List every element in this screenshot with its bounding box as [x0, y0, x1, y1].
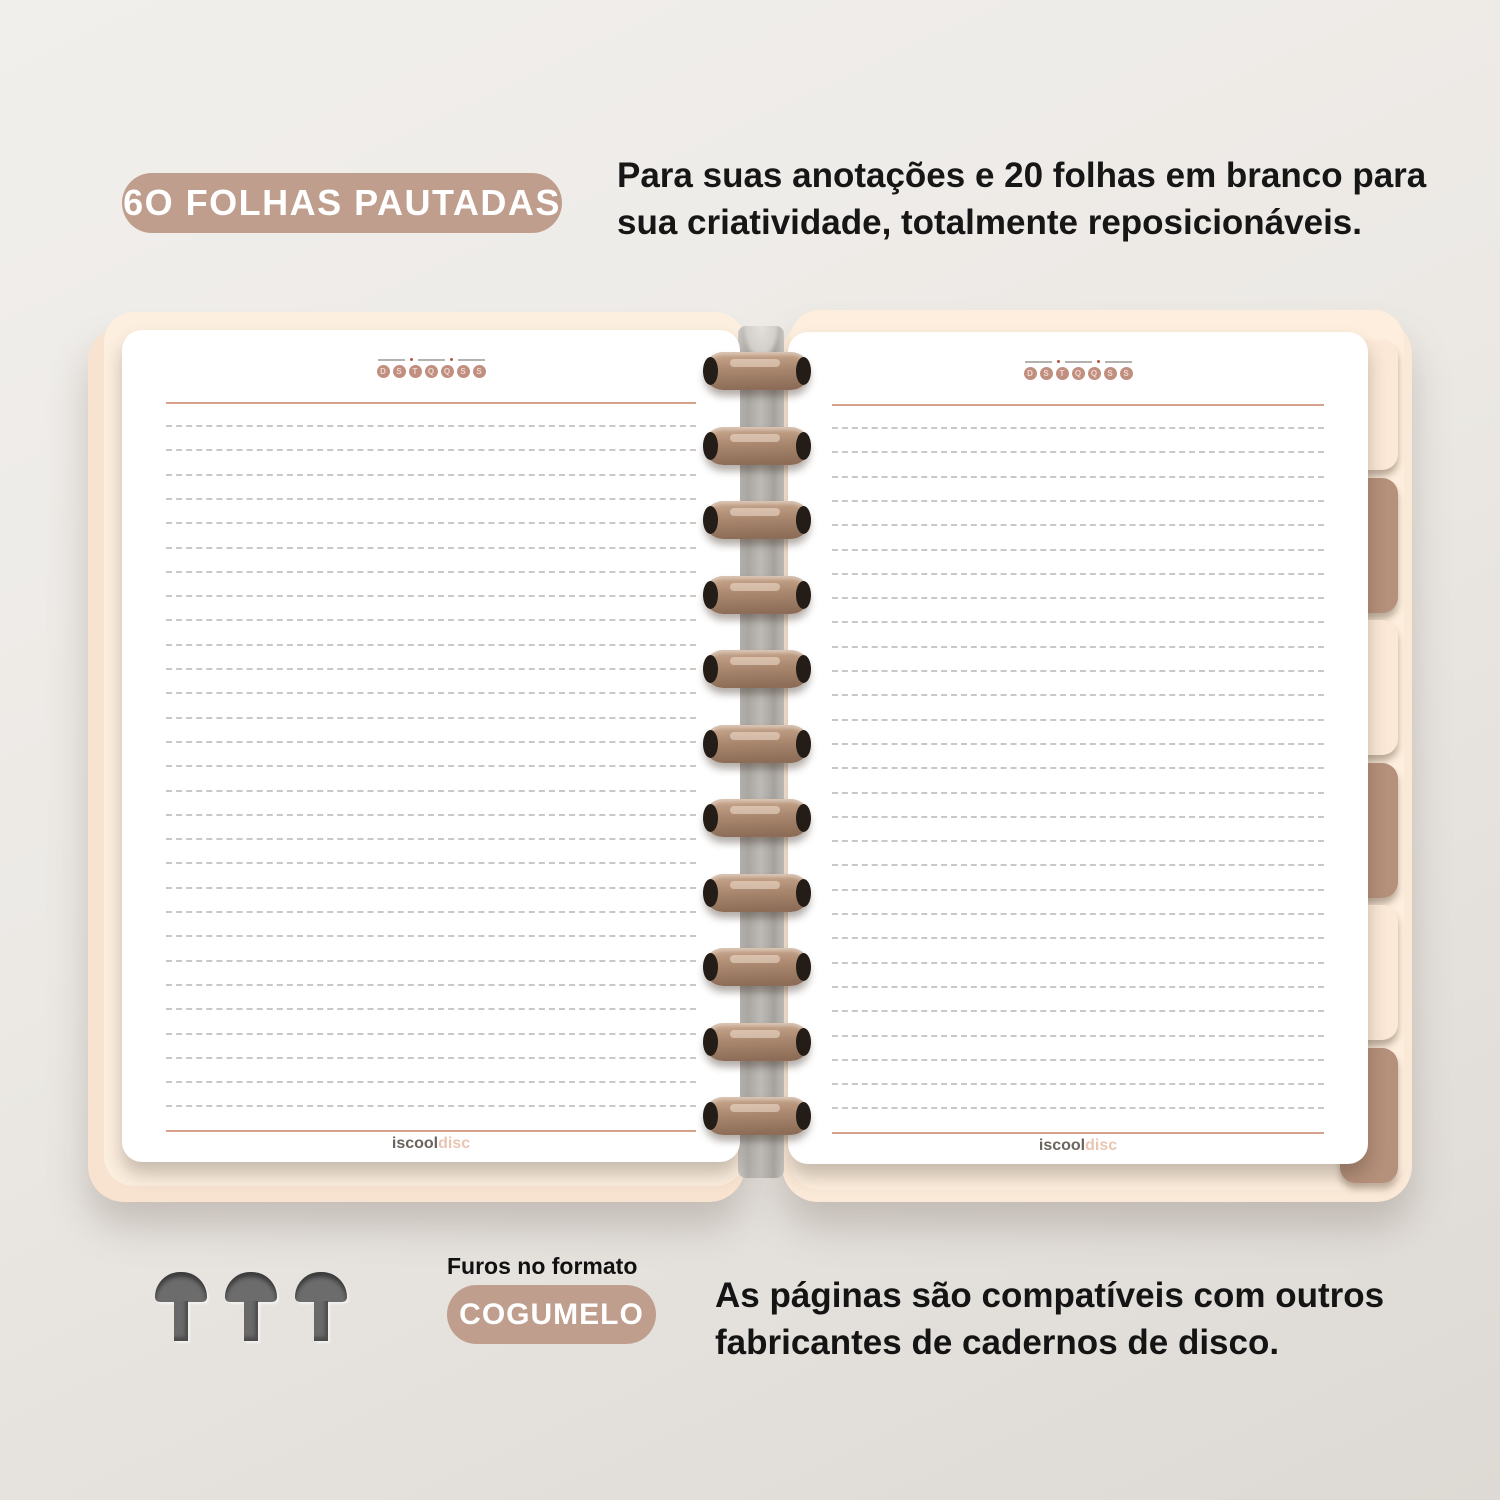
disc-highlight: [730, 1104, 780, 1112]
ruled-line: [832, 621, 1324, 623]
ruled-line: [832, 816, 1324, 818]
ruled-line: [166, 838, 696, 840]
weekday-circles: [377, 365, 486, 378]
ruled-line: [166, 595, 696, 597]
ruled-line: [166, 1033, 696, 1035]
page-header: [788, 360, 1368, 380]
ruled-line: [832, 1035, 1324, 1037]
ruled-line: [166, 887, 696, 889]
disc-highlight: [730, 1030, 780, 1038]
notebook-page-left: [122, 330, 740, 1162]
mushroom-icon: [155, 1272, 207, 1342]
binding-disc-icon: [704, 799, 810, 837]
binding-disc-icon: [704, 427, 810, 465]
top-description-line2: sua criatividade, totalmente reposicionáveis.: [617, 203, 1362, 242]
page-bottom-rule: [832, 1132, 1324, 1134]
ruled-line: [832, 767, 1324, 769]
ruled-line: [832, 476, 1324, 478]
bottom-description: [715, 1272, 1384, 1366]
ruled-line: [832, 1010, 1324, 1012]
binding-disc-icon: [704, 1097, 810, 1135]
weekday-circle: Q: [1088, 367, 1101, 380]
mushroom-hole-icons: [155, 1272, 347, 1342]
weekday-circle: Q: [425, 365, 438, 378]
disc-highlight: [730, 508, 780, 516]
mushroom-cap: [225, 1272, 277, 1302]
date-line-icon: [1025, 360, 1132, 363]
ruled-line: [166, 668, 696, 670]
ruled-line: [166, 765, 696, 767]
binding-disc-icon: [704, 725, 810, 763]
ruled-line: [166, 571, 696, 573]
top-description: [617, 152, 1426, 246]
disc-highlight: [730, 955, 780, 963]
bottom-description-line2: fabricantes de cadernos de disco.: [715, 1323, 1280, 1362]
ruled-lines: [166, 425, 696, 1115]
ruled-line: [832, 549, 1324, 551]
brand-logo-part1: iscool: [391, 1135, 439, 1152]
weekday-circle: D: [1024, 367, 1037, 380]
disc-highlight: [730, 732, 780, 740]
ruled-line: [832, 694, 1324, 696]
top-description-line1: Para suas anotações e 20 folhas em branco para: [617, 156, 1427, 195]
ruled-line: [832, 1083, 1324, 1085]
ruled-line: [832, 962, 1324, 964]
page-top-rule: [166, 402, 696, 404]
brand-logo-part2: disc: [1085, 1137, 1118, 1154]
mushroom-cap: [295, 1272, 347, 1302]
brand-logo-part2: disc: [438, 1135, 471, 1152]
ruled-line: [166, 619, 696, 621]
weekday-circle: S: [473, 365, 486, 378]
ruled-line: [832, 913, 1324, 915]
page-top-rule: [832, 404, 1324, 406]
ruled-line: [832, 986, 1324, 988]
disc-highlight: [730, 583, 780, 591]
ruled-line: [832, 427, 1324, 429]
ruled-line: [832, 743, 1324, 745]
date-line-icon: [378, 358, 485, 361]
ruled-line: [832, 573, 1324, 575]
ruled-line: [832, 1107, 1324, 1109]
ruled-line: [166, 522, 696, 524]
page-bottom-rule: [166, 1130, 696, 1132]
format-badge-label: COGUMELO: [459, 1297, 644, 1331]
ruled-line: [166, 790, 696, 792]
ruled-line: [832, 670, 1324, 672]
brand-logo: [788, 1137, 1368, 1155]
ruled-line: [832, 451, 1324, 453]
brand-logo: [122, 1135, 740, 1153]
ruled-line: [832, 889, 1324, 891]
weekday-circle: S: [1120, 367, 1133, 380]
weekday-circle: Q: [441, 365, 454, 378]
ruled-line: [832, 719, 1324, 721]
disc-highlight: [730, 806, 780, 814]
ruled-lines: [832, 427, 1324, 1117]
mushroom-icon: [225, 1272, 277, 1342]
mushroom-stem: [314, 1301, 328, 1341]
page-header: [122, 358, 740, 378]
feature-badge-label: 6O FOLHAS PAUTADAS: [123, 182, 561, 223]
weekday-circle: S: [393, 365, 406, 378]
ruled-line: [166, 692, 696, 694]
binding-disc-icon: [704, 1023, 810, 1061]
ruled-line: [166, 449, 696, 451]
ruled-line: [166, 984, 696, 986]
disc-highlight: [730, 434, 780, 442]
disc-highlight: [730, 359, 780, 367]
ruled-line: [166, 911, 696, 913]
disc-highlight: [730, 657, 780, 665]
binding-disc-icon: [704, 874, 810, 912]
ruled-line: [166, 1008, 696, 1010]
ruled-line: [166, 498, 696, 500]
ruled-line: [166, 1081, 696, 1083]
ruled-line: [832, 937, 1324, 939]
binding-disc-icon: [704, 948, 810, 986]
ruled-line: [832, 864, 1324, 866]
weekday-circle: T: [409, 365, 422, 378]
ruled-line: [166, 1057, 696, 1059]
weekday-circle: S: [457, 365, 470, 378]
disc-highlight: [730, 881, 780, 889]
ruled-line: [832, 500, 1324, 502]
mushroom-stem: [244, 1301, 258, 1341]
ruled-line: [166, 717, 696, 719]
ruled-line: [166, 474, 696, 476]
binding-disc-icon: [704, 352, 810, 390]
ruled-line: [832, 646, 1324, 648]
weekday-circles: [1024, 367, 1133, 380]
ruled-line: [166, 425, 696, 427]
ruled-line: [166, 741, 696, 743]
ruled-line: [166, 547, 696, 549]
binding-disc-icon: [704, 576, 810, 614]
ruled-line: [832, 524, 1324, 526]
bottom-description-line1: As páginas são compatíveis com outros: [715, 1276, 1385, 1315]
feature-badge: [122, 173, 562, 233]
mushroom-stem: [174, 1301, 188, 1341]
ruled-line: [166, 960, 696, 962]
ruled-line: [166, 644, 696, 646]
format-label: Furos no formato: [447, 1253, 638, 1279]
weekday-circle: D: [377, 365, 390, 378]
ruled-line: [832, 792, 1324, 794]
binding-disc-icon: [704, 501, 810, 539]
ruled-line: [166, 1105, 696, 1107]
mushroom-icon: [295, 1272, 347, 1342]
brand-logo-part1: iscool: [1038, 1137, 1086, 1154]
weekday-circle: T: [1056, 367, 1069, 380]
binding-disc-icon: [704, 650, 810, 688]
notebook-page-right: [788, 332, 1368, 1164]
ruled-line: [166, 862, 696, 864]
ruled-line: [832, 597, 1324, 599]
weekday-circle: S: [1104, 367, 1117, 380]
mushroom-cap: [155, 1272, 207, 1302]
ruled-line: [832, 1059, 1324, 1061]
weekday-circle: S: [1040, 367, 1053, 380]
ruled-line: [832, 840, 1324, 842]
weekday-circle: Q: [1072, 367, 1085, 380]
format-badge: [447, 1285, 656, 1344]
ruled-line: [166, 814, 696, 816]
ruled-line: [166, 935, 696, 937]
